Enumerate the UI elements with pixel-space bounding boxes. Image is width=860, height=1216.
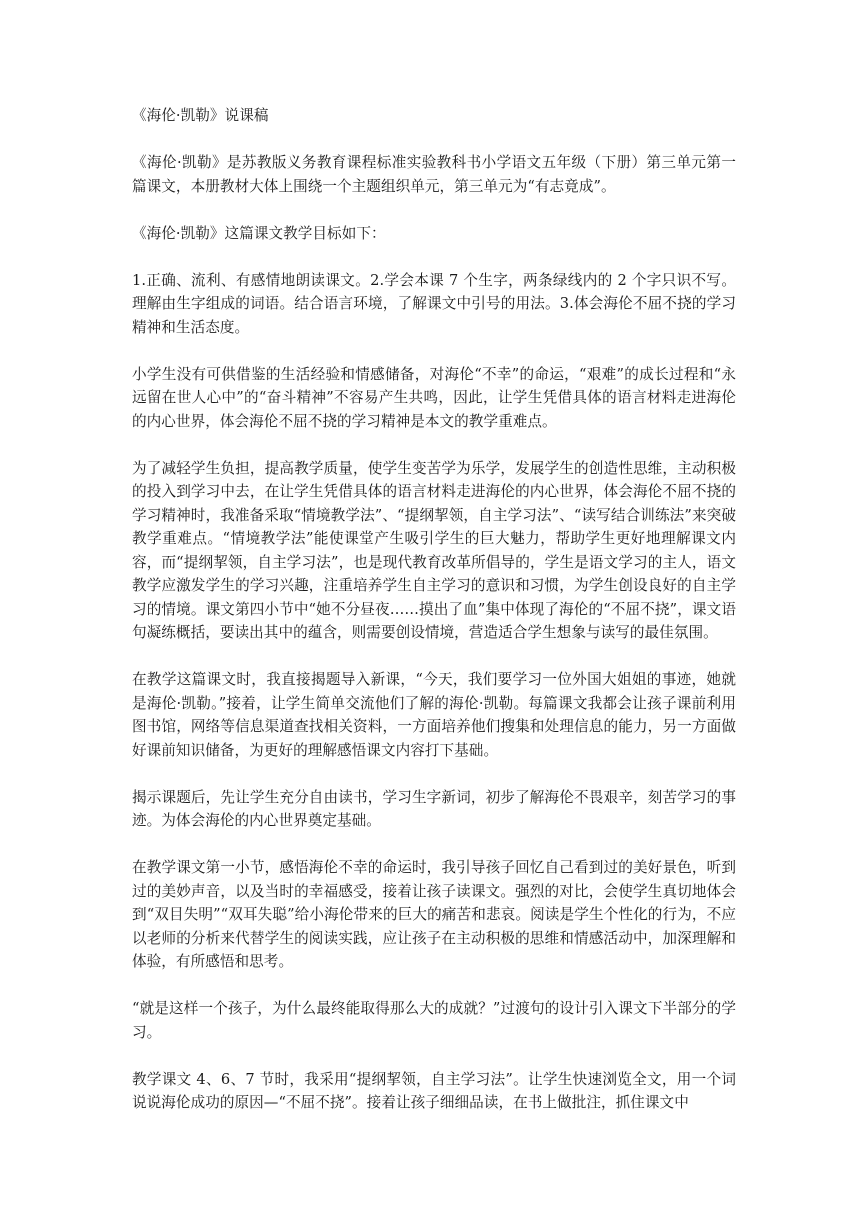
paragraph-intro: 《海伦·凯勒》是苏教版义务教育课程标准实验教科书小学语文五年级（下册）第三单元第一篇课文，本册教材大体上围绕一个主题组织单元，第三单元为“有志竟成”。 bbox=[132, 154, 736, 195]
paragraph-goals: 1.正确、流利、有感情地朗读课文。2.学会本课 7 个生字，两条绿线内的 2 个字只识不写。理解由生字组成的词语。结合语言环境，了解课文中引号的用法。3.体会海伦不屈不挠的学习精神和生活态度。 bbox=[132, 271, 736, 336]
paragraph-free-reading: 揭示课题后，先让学生充分自由读书，学习生字新词，初步了解海伦不畏艰辛，刻苦学习的事迹。为体会海伦的内心世界奠定基础。 bbox=[132, 788, 736, 829]
paragraph-goals-heading: 《海伦·凯勒》这篇课文教学目标如下： bbox=[132, 224, 386, 242]
paragraph-teaching-methods: 为了减轻学生负担，提高教学质量，使学生变苦学为乐学，发展学生的创造性思维，主动积极的投入到学习中去，在让学生凭借具体的语言材料走进海伦的内心世界，体会海伦不屈不挠的学习精神时，我准备采取“情境教学法”、“提纲挈领，自主学习法”、“读写结合训练法”来突破教学重难点。“情境教学法”能使课堂产生吸引学生的巨大魅力，帮助学生更好地理解课文内容，而“提纲挈领，自主学习法”，也是现代教育改革所倡导的，学生是语文学习的主人，语文教学应激发学生的学习兴趣，注重培养学生自主学习的意识和习惯，为学生创设良好的自主学习的情境。课文第四小节中“她不分昼夜……摸出了血”集中体现了海伦的“不屈不挠”，课文语句凝练概括，要读出其中的蕴含，则需要创设情境，营造适合学生想象与读写的最佳氛围。 bbox=[132, 459, 736, 641]
paragraph-sections-four-six-seven: 教学课文 4、6、7 节时，我采用“提纲挈领，自主学习法”。让学生快速浏览全文，用一个词说说海伦成功的原因—“不屈不挠”。接着让孩子细细品读，在书上做批注，抓住课文中 bbox=[132, 1070, 736, 1111]
paragraph-introduction-lesson: 在教学这篇课文时，我直接揭题导入新课，“今天，我们要学习一位外国大姐姐的事迹，她就是海伦·凯勒。”接着，让学生简单交流他们了解的海伦·凯勒。每篇课文我都会让孩子课前利用图书馆，网络等信息渠道查找相关资料，一方面培养他们搜集和处理信息的能力，另一方面做好课前知识储备，为更好的理解感悟课文内容打下基础。 bbox=[132, 671, 736, 759]
paragraph-section-one: 在教学课文第一小节，感悟海伦不幸的命运时，我引导孩子回忆自己看到过的美好景色，听到过的美妙声音，以及当时的幸福感受，接着让孩子读课文。强烈的对比，会使学生真切地体会到“双目失明”“双耳失聪”给小海伦带来的巨大的痛苦和悲哀。阅读是学生个性化的行为，不应以老师的分析来代替学生的阅读实践，应让孩子在主动积极的思维和情感活动中，加深理解和体验，有所感悟和思考。 bbox=[132, 859, 736, 970]
paragraph-transition: “就是这样一个孩子，为什么最终能取得那么大的成就？”过渡句的设计引入课文下半部分的学习。 bbox=[132, 1000, 736, 1041]
paragraph-key-difficulty: 小学生没有可供借鉴的生活经验和情感储备，对海伦“不幸”的命运，“艰难”的成长过程和“永远留在世人心中”的“奋斗精神”不容易产生共鸣，因此，让学生凭借具体的语言材料走进海伦的内心世界，体会海伦不屈不挠的学习精神是本文的教学重难点。 bbox=[132, 365, 736, 430]
document-body bbox=[132, 104, 736, 1138]
document-title: 《海伦·凯勒》说课稿 bbox=[132, 107, 269, 124]
